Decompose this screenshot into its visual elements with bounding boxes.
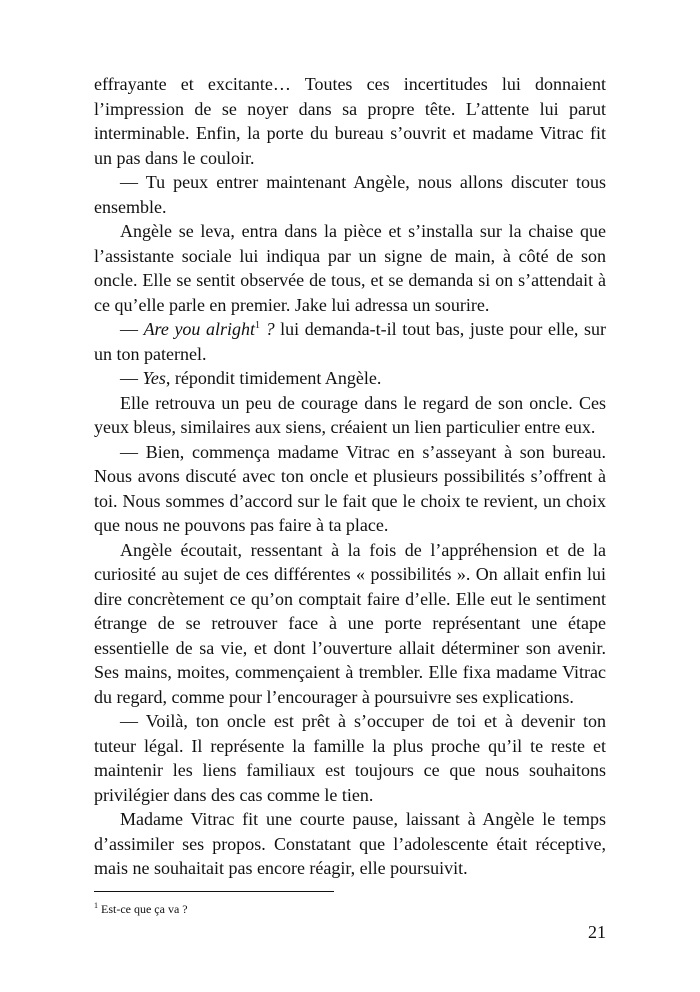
footnote-marker: 1 (94, 901, 98, 910)
paragraph-5-rest: , répondit timidement Angèle. (165, 368, 382, 388)
paragraph-8: Angèle écoutait, ressentant à la fois de l’appréhension et de la curiosité au sujet de ces différentes « possibilités ». On allait enfin lui dire concrètement ce qu’on comptait faire d’elle. Elle eut le sentiment étrange de se retrouver face à une porte représentant une étape essentielle de sa vie, et dont l’ouverture allait déterminer son avenir. Ses mains, moites, commençaient à trembler. Elle fixa madame Vitrac du regard, comme pour l’encourager à poursuivre ses explications. (94, 539, 606, 707)
footnote-text: Est-ce que ça va ? (101, 902, 188, 916)
paragraph-2: — Tu peux entrer maintenant Angèle, nous allons discuter tous ensemble. (94, 172, 606, 217)
paragraph-4 (94, 317, 606, 366)
paragraph-6: Elle retrouva un peu de courage dans le regard de son oncle. Ces yeux bleus, similaires aux siens, créaient un lien particulier entre eux. (94, 392, 606, 437)
paragraph-4-rest: lui demanda-t-il tout bas, juste pour elle, sur un ton paternel. (94, 319, 606, 364)
body-text (94, 72, 606, 881)
paragraph-3: Angèle se leva, entra dans la pièce et s’installa sur la chaise que l’assistante sociale lui indiqua par un signe de main, à côté de son oncle. Elle se sentit observée de tous, et se demanda si on s’attendait à ce qu’elle parle en premier. Jake lui adressa un sourire. (94, 221, 606, 315)
footnote-reference: 1 (255, 320, 261, 331)
dialogue-dash: — (120, 368, 143, 388)
paragraph-7: — Bien, commença madame Vitrac en s’asseyant à son bureau. Nous avons discuté avec ton oncle et plusieurs possibilités s’offrent à toi. Nous sommes d’accord sur le fait que le choix te revient, un choix que nous ne pouvons pas faire à ta place. (94, 441, 606, 535)
paragraph-9: — Voilà, ton oncle est prêt à s’occuper de toi et à devenir ton tuteur légal. Il représente la famille la plus proche qu’il te reste et maintenir les liens familiaux est toujours ce que nous souhaitons privilégier dans des cas comme le tien. (94, 711, 606, 805)
english-phrase: Are you alright (143, 319, 256, 339)
english-word: Yes (142, 368, 166, 388)
paragraph-5 (94, 366, 606, 391)
question-mark: ? (260, 319, 275, 339)
footnote (94, 902, 188, 916)
footnote-divider (94, 891, 334, 892)
page-number: 21 (588, 922, 606, 942)
dialogue-dash: — (120, 319, 144, 339)
paragraph-10: Madame Vitrac fit une courte pause, laissant à Angèle le temps d’assimiler ses propos. Constatant que l’adolescente était réceptive, mais ne souhaitait pas encore réagir, elle poursuivit. (94, 809, 606, 878)
paragraph-1: effrayante et excitante… Toutes ces incertitudes lui donnaient l’impression de se noyer dans sa propre tête. L’attente lui parut interminable. Enfin, la porte du bureau s’ouvrit et madame Vitrac fit un pas dans le couloir. (94, 74, 606, 168)
